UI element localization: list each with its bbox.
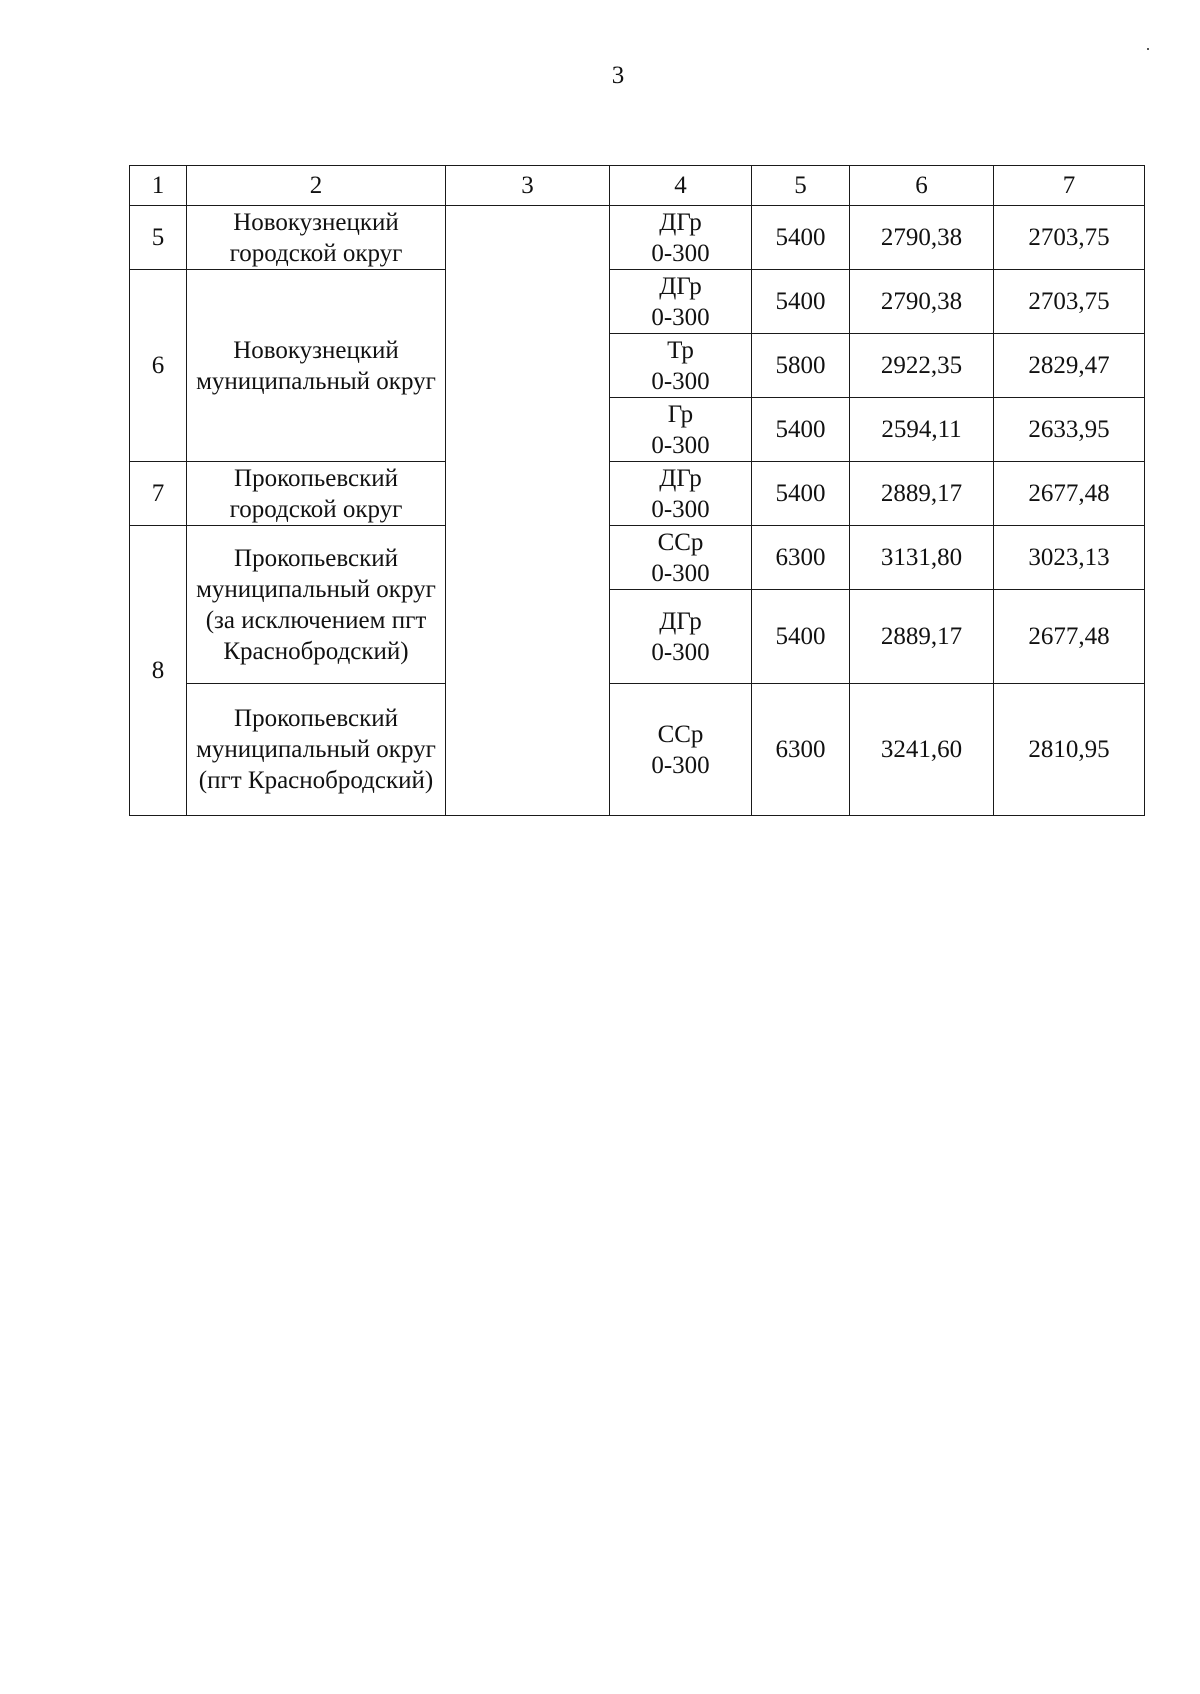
value-col6: 2889,17 [850, 590, 994, 684]
value-col5: 5400 [752, 270, 850, 334]
size-range: 0-300 [651, 431, 710, 459]
scan-speck [1147, 48, 1149, 50]
size-range: 0-300 [651, 638, 710, 666]
value-col6: 2594,11 [850, 398, 994, 462]
grade-label: ДГр [659, 607, 702, 635]
table-header-row [130, 166, 1145, 206]
header-cell: 3 [446, 166, 610, 206]
value-col6: 3241,60 [850, 684, 994, 816]
grade-cell [610, 684, 752, 816]
value-col5: 5800 [752, 334, 850, 398]
grade-label: ДГр [659, 272, 702, 300]
grade-cell [610, 270, 752, 334]
size-range: 0-300 [651, 239, 710, 267]
table-row [130, 206, 1145, 270]
header-cell: 6 [850, 166, 994, 206]
grade-cell [610, 398, 752, 462]
tariff-table [129, 165, 1145, 816]
value-col7: 2829,47 [994, 334, 1145, 398]
header-cell: 7 [994, 166, 1145, 206]
header-cell: 4 [610, 166, 752, 206]
grade-cell [610, 206, 752, 270]
value-col6: 2790,38 [850, 270, 994, 334]
value-col5: 5400 [752, 206, 850, 270]
page-number: 3 [611, 62, 625, 89]
value-col5: 5400 [752, 590, 850, 684]
value-col6: 2922,35 [850, 334, 994, 398]
table-row [130, 462, 1145, 526]
table-row [130, 684, 1145, 816]
value-col7: 2633,95 [994, 398, 1145, 462]
municipality-name: Прокопьевский муниципальный округ (за исключением пгт Краснобродский) [187, 526, 446, 684]
value-col7: 2677,48 [994, 590, 1145, 684]
value-col5: 5400 [752, 398, 850, 462]
grade-label: ДГр [659, 208, 702, 236]
value-col7: 3023,13 [994, 526, 1145, 590]
header-cell: 1 [130, 166, 187, 206]
municipality-name: Новокузнецкий муниципальный округ [187, 270, 446, 462]
grade-cell [610, 334, 752, 398]
grade-cell [610, 462, 752, 526]
row-number: 5 [130, 206, 187, 270]
size-range: 0-300 [651, 751, 710, 779]
row-number: 7 [130, 462, 187, 526]
value-col6: 3131,80 [850, 526, 994, 590]
size-range: 0-300 [651, 303, 710, 331]
value-col7: 2810,95 [994, 684, 1145, 816]
value-col5: 6300 [752, 684, 850, 816]
value-col7: 2677,48 [994, 462, 1145, 526]
row-number: 8 [130, 526, 187, 816]
value-col6: 2889,17 [850, 462, 994, 526]
table-row [130, 526, 1145, 590]
value-col7: 2703,75 [994, 270, 1145, 334]
row-number: 6 [130, 270, 187, 462]
table-row [130, 270, 1145, 334]
grade-cell [610, 526, 752, 590]
grade-label: Гр [667, 400, 694, 428]
grade-label: ДГр [659, 464, 702, 492]
grade-label: ССр [657, 528, 704, 556]
size-range: 0-300 [651, 495, 710, 523]
header-cell: 2 [187, 166, 446, 206]
value-col6: 2790,38 [850, 206, 994, 270]
value-col7: 2703,75 [994, 206, 1145, 270]
size-range: 0-300 [651, 367, 710, 395]
value-col5: 5400 [752, 462, 850, 526]
size-range: 0-300 [651, 559, 710, 587]
value-col5: 6300 [752, 526, 850, 590]
grade-label: ССр [657, 720, 704, 748]
municipality-name: Новокузнецкий городской округ [187, 206, 446, 270]
header-cell: 5 [752, 166, 850, 206]
empty-column-3 [446, 206, 610, 816]
grade-cell [610, 590, 752, 684]
municipality-name: Прокопьевский муниципальный округ (пгт Краснобродский) [187, 684, 446, 816]
grade-label: Тр [667, 336, 694, 364]
municipality-name: Прокопьевский городской округ [187, 462, 446, 526]
